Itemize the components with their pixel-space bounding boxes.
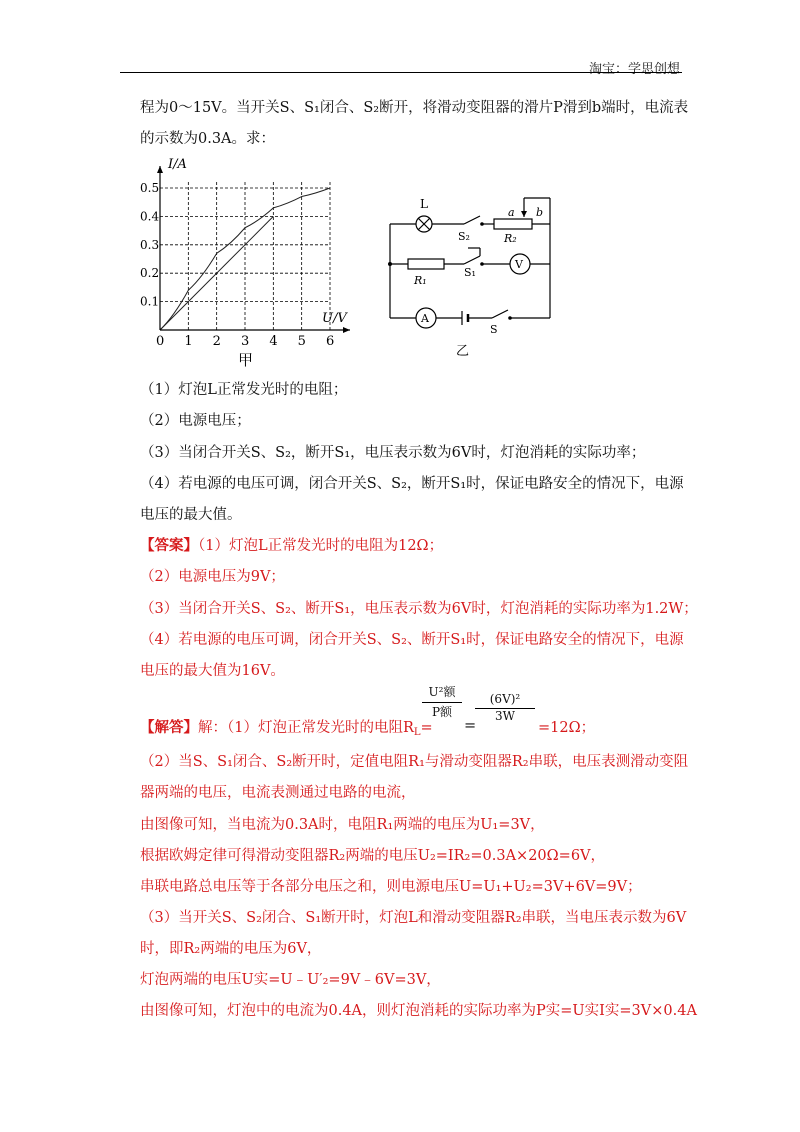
- solution-line-6: 串联电路总电压等于各部分电压之和，则电源电压U=U₁+U₂=3V+6V=9V；: [140, 879, 642, 895]
- x-tick-label: 0: [156, 334, 165, 349]
- header-text: 淘宝：学思创想: [588, 62, 680, 77]
- solution-line-2: （2）当S、S₁闭合、S₂断开时，定值电阻R₁与滑动变阻器R₂串联，电压表测滑动变阻: [140, 754, 689, 770]
- label-s: S: [490, 323, 498, 336]
- label-s1: S₁: [464, 266, 476, 279]
- label-lamp: L: [420, 197, 428, 211]
- answer-line-1: [140, 536, 443, 556]
- iu-graph: [140, 150, 380, 375]
- solution-line-9: 灯泡两端的电压U实=U﹣U′₂=9V﹣6V=3V，: [140, 972, 441, 988]
- x-tick-label: 4: [269, 334, 278, 349]
- y-tick-label: 0.4: [140, 209, 160, 224]
- solution-line-10: 由图像可知，灯泡中的电流为0.4A，则灯泡消耗的实际功率为P实=U实I实=3V×0.4A: [140, 1003, 697, 1019]
- answer-tag: 【答案】: [140, 537, 198, 554]
- y-tick-label: 0.3: [140, 237, 160, 252]
- solution-sub-l: L: [413, 727, 421, 738]
- x-tick-label: 2: [212, 334, 221, 349]
- chart-caption: 甲: [238, 351, 254, 369]
- label-r1: R₁: [414, 274, 427, 287]
- solution-line-8: 时，即R₂两端的电压为6V，: [140, 941, 322, 957]
- question-2: （2）电源电压；: [140, 413, 251, 429]
- fraction-1: [422, 683, 462, 720]
- solution-line-7: （3）当开关S、S₂闭合、S₁断开时，灯泡L和滑动变阻器R₂串联，当电压表示数为6V: [140, 910, 687, 926]
- question-3: （3）当闭合开关S、S₂，断开S₁，电压表示数为6V时，灯泡消耗的实际功率；: [140, 445, 646, 461]
- answer-line-4: （4）若电源的电压可调，闭合开关S、S₂、断开S₁时，保证电路安全的情况下，电源: [140, 632, 684, 648]
- y-axis-label: I/A: [168, 157, 187, 172]
- fraction-2: [475, 692, 535, 723]
- x-tick-label: 1: [184, 334, 193, 349]
- x-axis-arrow: [343, 327, 350, 333]
- solution-line-1: [140, 718, 433, 743]
- circuit-caption: 乙: [456, 344, 470, 359]
- solution-tag: 【解答】: [140, 719, 198, 736]
- answer-line-2: （2）电源电压为9V；: [140, 569, 285, 585]
- y-axis-arrow: [157, 166, 163, 173]
- label-r2: R₂: [504, 232, 517, 245]
- answer-line-5: 电压的最大值为16V。: [140, 663, 285, 679]
- answer-text-1: （1）灯泡L正常发光时的电阻为12Ω；: [198, 538, 444, 554]
- x-tick-label: 5: [297, 334, 306, 349]
- label-a-meter: A: [421, 312, 429, 325]
- solution-first-suffix: =12Ω；: [538, 720, 596, 736]
- label-a: a: [508, 206, 515, 219]
- question-4-cont: 电压的最大值。: [140, 507, 242, 523]
- solution-line-5: 根据欧姆定律可得滑动变阻器R₂两端的电压U₂=IR₂=0.3A×20Ω=6V，: [140, 848, 606, 864]
- solution-line-3: 器两端的电压，电流表测通过电路的电流，: [140, 785, 416, 801]
- solution-first-prefix: 解：（1）灯泡正常发光时的电阻R: [198, 720, 414, 736]
- question-4: （4）若电源的电压可调，闭合开关S、S₂，断开S₁时，保证电路安全的情况下，电源: [140, 476, 684, 492]
- circuit-diagram: [378, 190, 568, 360]
- solution-eq1: =: [420, 720, 433, 736]
- fraction-1-num: U²额: [422, 683, 462, 703]
- fraction-2-num: (6V)²: [475, 692, 535, 709]
- eq2: =: [464, 718, 477, 734]
- solution-line-4: 由图像可知，当电流为0.3A时，电阻R₁两端的电压为U₁=3V，: [140, 817, 545, 833]
- x-tick-label: 6: [326, 334, 335, 349]
- label-s2: S₂: [458, 230, 470, 243]
- intro-line-2: 的示数为0.3A。求：: [140, 131, 276, 147]
- intro-line-1: 程为0～15V。当开关S、S₁闭合、S₂断开，将滑动变阻器的滑片P滑到b端时，电流表: [140, 100, 689, 116]
- header-rule: [120, 72, 682, 73]
- y-tick-label: 0.5: [140, 181, 160, 195]
- x-tick-label: 3: [241, 334, 250, 349]
- fraction-2-den: 3W: [495, 709, 515, 723]
- question-1: （1）灯泡L正常发光时的电阻；: [140, 382, 348, 398]
- answer-line-3: （3）当闭合开关S、S₂、断开S₁，电压表示数为6V时，灯泡消耗的实际功率为1.2W；: [140, 601, 698, 617]
- y-tick-label: 0.2: [140, 266, 160, 281]
- x-axis-label: U/V: [322, 311, 347, 326]
- label-b: b: [536, 206, 544, 219]
- fraction-1-den: P额: [431, 705, 453, 719]
- y-tick-label: 0.1: [140, 294, 160, 309]
- label-v: V: [515, 258, 523, 271]
